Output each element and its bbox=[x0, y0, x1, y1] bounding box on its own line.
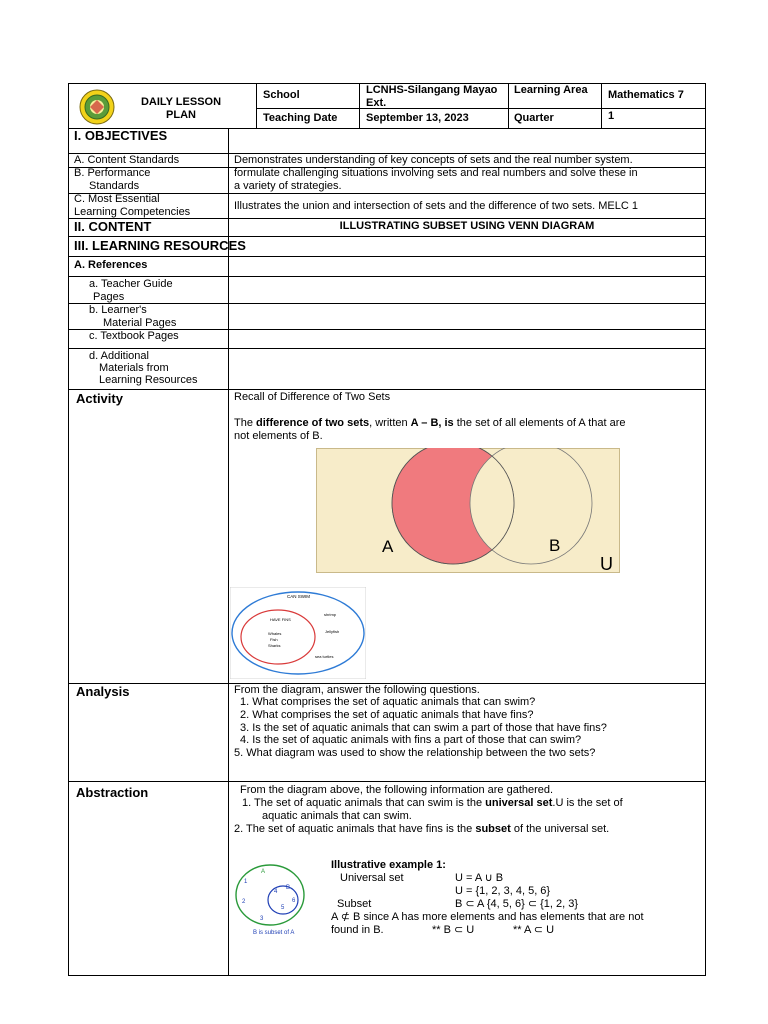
venn-label-b: B bbox=[549, 536, 561, 555]
svg-text:6: 6 bbox=[292, 898, 296, 904]
school-label: School bbox=[263, 89, 300, 101]
content-standards-label: A. Content Standards bbox=[74, 154, 180, 166]
school-value: LCNHS-Silangang Mayao Ext. bbox=[366, 84, 498, 109]
content-heading: II. CONTENT bbox=[74, 219, 152, 234]
svg-text:2: 2 bbox=[242, 899, 246, 905]
svg-text:5: 5 bbox=[281, 905, 285, 911]
universal-set-equation: U = A ∪ B bbox=[455, 872, 504, 884]
note-a-subset-u: ** A ⊂ U bbox=[513, 924, 555, 936]
venn-label-u: U bbox=[600, 554, 613, 573]
can-swim-diagram bbox=[230, 587, 366, 679]
svg-text:sea turtles: sea turtles bbox=[315, 654, 334, 659]
difference-definition-line2: not elements of B. bbox=[234, 430, 323, 442]
svg-text:Whales: Whales bbox=[268, 631, 282, 636]
analysis-question-5: 5. What diagram was used to show the relationship between the two sets? bbox=[234, 747, 596, 759]
learning-resources-heading: III. LEARNING RESOURCES bbox=[74, 238, 246, 253]
note-b-subset-u: ** B ⊂ U bbox=[432, 924, 475, 936]
teacher-guide-label: a. Teacher Guide bbox=[89, 278, 173, 290]
svg-text:A: A bbox=[261, 869, 266, 875]
learning-area-value: Mathematics 7 bbox=[608, 89, 684, 101]
abstraction-point-1: 1. The set of aquatic animals that can swim is the universal set.U is the set of bbox=[242, 797, 623, 809]
subset-venn-diagram bbox=[230, 858, 310, 938]
quarter-label: Quarter bbox=[514, 112, 554, 124]
svg-text:3: 3 bbox=[260, 916, 264, 922]
abstraction-point-2: 2. The set of aquatic animals that have fins is the subset of the universal set. bbox=[234, 823, 610, 835]
abstraction-label: Abstraction bbox=[76, 785, 149, 800]
svg-text:Sharks: Sharks bbox=[268, 643, 281, 648]
difference-definition: The difference of two sets, written A – B, is the set of all elements of A that are bbox=[234, 417, 626, 429]
performance-standards-value: formulate challenging situations involving sets and real numbers and solve these in bbox=[234, 167, 638, 179]
learner-material-label-2: Material Pages bbox=[103, 317, 177, 329]
analysis-question-1: 1. What comprises the set of aquatic animals that can swim? bbox=[240, 696, 536, 708]
content-standards-value: Demonstrates understanding of key concepts of sets and the real number system. bbox=[234, 154, 633, 166]
difference-venn-diagram bbox=[316, 448, 620, 573]
performance-standards-label-2: Standards bbox=[89, 180, 140, 192]
svg-text:1: 1 bbox=[244, 879, 248, 885]
additional-materials-label: d. Additional bbox=[89, 350, 149, 362]
svg-text:CAN SWIM: CAN SWIM bbox=[287, 594, 310, 599]
venn-label-a: A bbox=[382, 537, 394, 556]
analysis-question-4: 4. Is the set of aquatic animals with fins a part of those that can swim? bbox=[240, 734, 582, 746]
svg-text:Jellyfish: Jellyfish bbox=[325, 629, 340, 634]
textbook-pages-label: c. Textbook Pages bbox=[89, 330, 179, 342]
abstraction-intro: From the diagram above, the following information are gathered. bbox=[240, 784, 554, 796]
analysis-label: Analysis bbox=[76, 684, 130, 699]
universal-set-label: Universal set bbox=[340, 872, 404, 884]
analysis-question-2: 2. What comprises the set of aquatic animals that have fins? bbox=[240, 709, 534, 721]
found-in-b: found in B. bbox=[331, 924, 384, 936]
learning-area-label: Learning Area bbox=[514, 84, 588, 96]
competencies-label: C. Most Essential bbox=[74, 193, 160, 205]
abstraction-point-1-line2: aquatic animals that can swim. bbox=[262, 810, 412, 822]
universal-set-elements: U = {1, 2, 3, 4, 5, 6} bbox=[455, 885, 551, 897]
svg-text:B: B bbox=[286, 885, 291, 891]
competencies-value: Illustrates the union and intersection of sets and the difference of two sets. MELC 1 bbox=[234, 200, 638, 212]
teacher-guide-label-2: Pages bbox=[93, 291, 125, 303]
references-label: A. References bbox=[74, 259, 148, 271]
not-subset-statement: A ⊄ B since A has more elements and has elements that are not bbox=[331, 911, 644, 923]
additional-materials-label-3: Learning Resources bbox=[99, 374, 198, 386]
svg-text:shrimp: shrimp bbox=[324, 612, 337, 617]
quarter-value: 1 bbox=[608, 110, 615, 122]
analysis-intro: From the diagram, answer the following questions. bbox=[234, 684, 480, 696]
subset-label: Subset bbox=[337, 898, 372, 910]
activity-recall: Recall of Difference of Two Sets bbox=[234, 391, 391, 403]
activity-label: Activity bbox=[76, 391, 123, 406]
additional-materials-label-2: Materials from bbox=[99, 362, 169, 374]
lesson-plan-title: DAILY LESSON PLAN bbox=[140, 96, 222, 121]
performance-standards-label: B. Performance bbox=[74, 167, 151, 179]
performance-standards-value-2: a variety of strategies. bbox=[234, 180, 342, 192]
school-seal-logo bbox=[78, 88, 116, 126]
objectives-heading: I. OBJECTIVES bbox=[74, 128, 168, 143]
svg-text:HAVE FINS: HAVE FINS bbox=[270, 617, 291, 622]
analysis-question-3: 3. Is the set of aquatic animals that can swim a part of those that have fins? bbox=[240, 722, 607, 734]
svg-text:4: 4 bbox=[274, 889, 278, 895]
competencies-label-2: Learning Competencies bbox=[74, 206, 191, 218]
teaching-date-value: September 13, 2023 bbox=[366, 112, 469, 124]
illustrative-example-title: Illustrative example 1: bbox=[331, 859, 446, 871]
learner-material-label: b. Learner's bbox=[89, 304, 147, 316]
svg-text:B is subset of A: B is subset of A bbox=[253, 930, 295, 936]
subset-equation: B ⊂ A {4, 5, 6} ⊂ {1, 2, 3} bbox=[455, 898, 579, 910]
teaching-date-label: Teaching Date bbox=[263, 112, 338, 124]
content-value: ILLUSTRATING SUBSET USING VENN DIAGRAM bbox=[339, 220, 595, 232]
svg-text:Fish: Fish bbox=[270, 637, 278, 642]
